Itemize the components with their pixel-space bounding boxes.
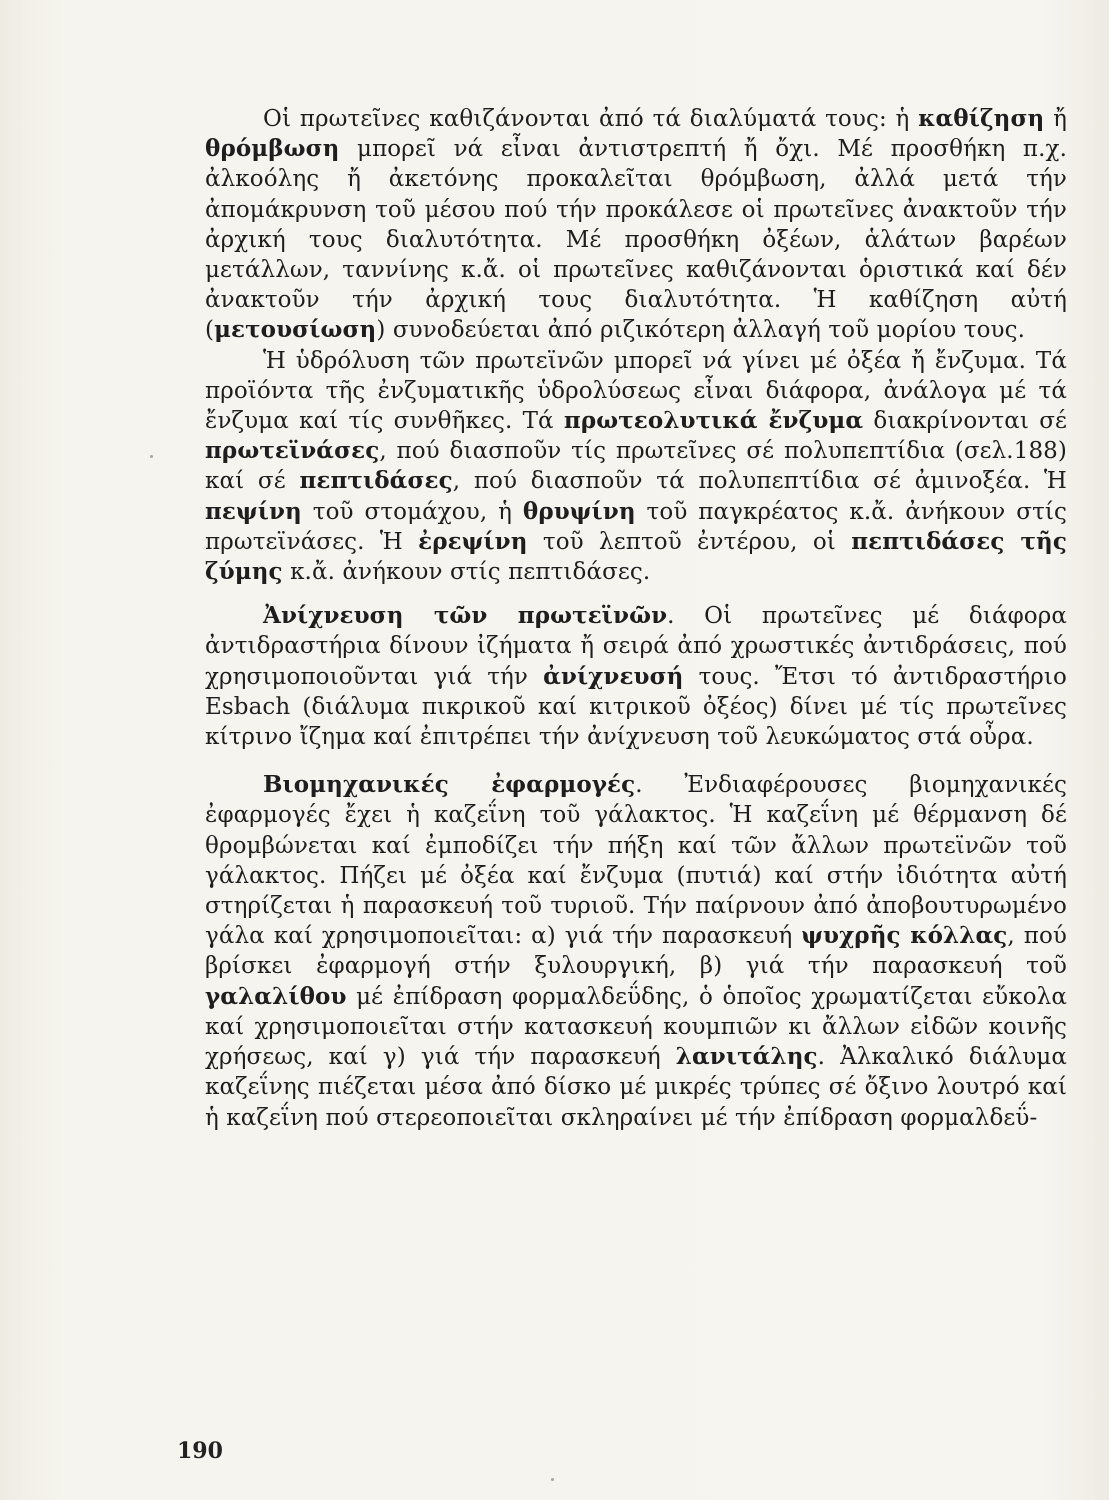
bold-term: πεψίνη xyxy=(205,497,302,525)
bold-term: θρόμβωση xyxy=(205,135,340,163)
bold-term: θρυψίνη xyxy=(522,497,636,525)
body-text xyxy=(205,104,1067,1133)
bold-term: ἀνίχνευσή xyxy=(543,662,684,690)
page-number: 190 xyxy=(177,1438,223,1464)
text-run: Οἱ πρωτεῖνες καθιζάνονται ἀπό τά διαλύματά τους: ἡ xyxy=(263,106,919,132)
text-run: . Ἐνδιαφέρουσες βιομηχανικές ἐφαρμογές ἔχει ἡ καζεΐνη τοῦ γάλακτος. Ἡ καζεΐνη μέ θέρμανση δέ θρομβώνεται καί ἐμποδίζει τήν πήξη καί τῶν ἄλλων πρωτεϊνῶν τοῦ γάλακτος. Πήζει μέ ὀξέα καί ἔνζυμα (πυτιά) καί στήν ἰδιότητα αὐτή στηρίζεται ἡ παρασκευή τοῦ τυριοῦ. Τήν παίρνουν ἀπό ἀποβουτυρωμένο γάλα καί χρησιμοποιεῖται: α) γιά τήν παρασκευή xyxy=(205,772,1067,950)
text-run: τοῦ λεπτοῦ ἐντέρου, οἱ xyxy=(527,528,852,555)
bold-term: πρωτεϊνάσες xyxy=(205,437,380,465)
text-run: τοῦ στομάχου, ἡ xyxy=(301,498,523,525)
scan-speck xyxy=(551,1478,554,1481)
paragraph-hydrolysis xyxy=(205,346,1067,588)
text-run: , πού βρίσκει ἐφαρμογή στήν ξυλουργική, β) γιά τήν παρασκευή τοῦ xyxy=(205,923,1067,980)
bold-term: πρωτεολυτικά ἔνζυμα xyxy=(563,407,864,435)
text-run: τους. Ἔτσι τό ἀντιδραστήριο Esbach (διάλυμα πικρικοῦ καί κιτρικοῦ ὀξέος) δίνει μέ τίς πρωτεῖνες κίτρινο ἴζημα καί ἐπιτρέπει τήν ἀνίχνευση τοῦ λευκώματος στά οὖρα. xyxy=(205,663,1067,751)
scan-speck xyxy=(150,455,153,458)
bold-term: ἐρεψίνη xyxy=(418,527,528,555)
text-run: ἤ xyxy=(1044,106,1067,132)
bold-term: γαλαλίθου xyxy=(205,982,347,1010)
text-run: ) συνοδεύεται ἀπό ριζικότερη ἀλλαγή τοῦ μορίου τους. xyxy=(376,317,1026,344)
bold-term: πεπτιδάσες τῆς ζύμης xyxy=(205,527,1067,586)
bold-term: Βιομηχανικές ἐφαρμογές xyxy=(263,771,636,799)
text-run: κ.ἄ. ἀνήκουν στίς πεπτιδάσες. xyxy=(282,559,651,586)
bold-term: πεπτιδάσες xyxy=(299,467,453,495)
bold-term: μετουσίωση xyxy=(214,316,377,344)
text-run: . Οἱ πρωτεῖνες μέ διάφορα ἀντιδραστήρια δίνουν ἰζήματα ἤ σειρά ἀπό χρωστικές ἀντιδράσεις, πού χρησιμοποιοῦνται γιά τήν xyxy=(205,603,1067,690)
text-run: , πού διασποῦν τά πολυπεπτίδια σέ ἀμινοξέα. Ἡ xyxy=(452,468,1067,495)
text-run: τοῦ παγκρέατος κ.ἄ. ἀνήκουν στίς πρωτεϊνάσες. Ἡ xyxy=(205,498,1067,555)
text-run: μπορεῖ νά εἶναι ἀντιστρεπτή ἤ ὄχι. Μέ προσθήκη π.χ. ἀλκοόλης ἤ ἀκετόνης προκαλεῖται θρόμβωση, ἀλλά μετά τήν ἀπομάκρυνση τοῦ μέσου πού τήν προκάλεσε οἱ πρωτεῖνες ἀνακτοῦν τήν ἀρχική τους διαλυτότητα. Μέ προσθήκη ὀξέων, ἁλάτων βαρέων μετάλλων, ταννίνης κ.ἄ. οἱ πρωτεῖνες καθιζάνονται ὁριστικά καί δέν ἀνακτοῦν τήν ἀρχική τους διαλυτότητα. Ἡ καθίζηση αὐτή ( xyxy=(205,136,1067,344)
bold-term: Ἀνίχνευση τῶν πρωτεϊνῶν xyxy=(263,602,668,630)
bold-term: λανιτάλης xyxy=(675,1043,818,1071)
bold-term: καθίζηση xyxy=(918,105,1045,132)
text-run: μέ ἐπίδραση φορμαλδεΰδης, ὁ ὁποῖος χρωματίζεται εὔκολα καί χρησιμοποιεῖται στήν κατασκευή κουμπιῶν κι ἄλλων εἰδῶν κοινῆς χρήσεως, καί γ) γιά τήν παρασκευή xyxy=(205,983,1067,1071)
bold-term: ψυχρῆς κόλλας xyxy=(801,922,1008,950)
text-run: διακρίνονται σέ xyxy=(863,408,1068,435)
text-run: . Ἀλκαλικό διάλυμα καζεΐνης πιέζεται μέσα ἀπό δίσκο μέ μικρές τρύπες σέ ὄξινο λουτρό καί ἡ καζεΐνη πού στερεοποιεῖται σκληραίνει μέ τήν ἐπίδραση φορμαλδεΰ- xyxy=(205,1044,1067,1131)
text-run: Ἡ ὑδρόλυση τῶν πρωτεϊνῶν μπορεῖ νά γίνει μέ ὀξέα ἤ ἔνζυμα. Τά προϊόντα τῆς ἐνζυματικῆς ὑδρολύσεως εἶναι διάφορα, ἀνάλογα μέ τά ἔνζυμα καί τίς συνθῆκες. Τά xyxy=(205,347,1067,435)
paragraph-detection xyxy=(205,601,1067,752)
paragraph-precipitation xyxy=(205,104,1067,346)
text-run: , πού διασποῦν τίς πρωτεῖνες σέ πολυπεπτίδια (σελ.188) καί σέ xyxy=(205,438,1067,495)
paragraph-industrial-applications xyxy=(205,770,1067,1132)
